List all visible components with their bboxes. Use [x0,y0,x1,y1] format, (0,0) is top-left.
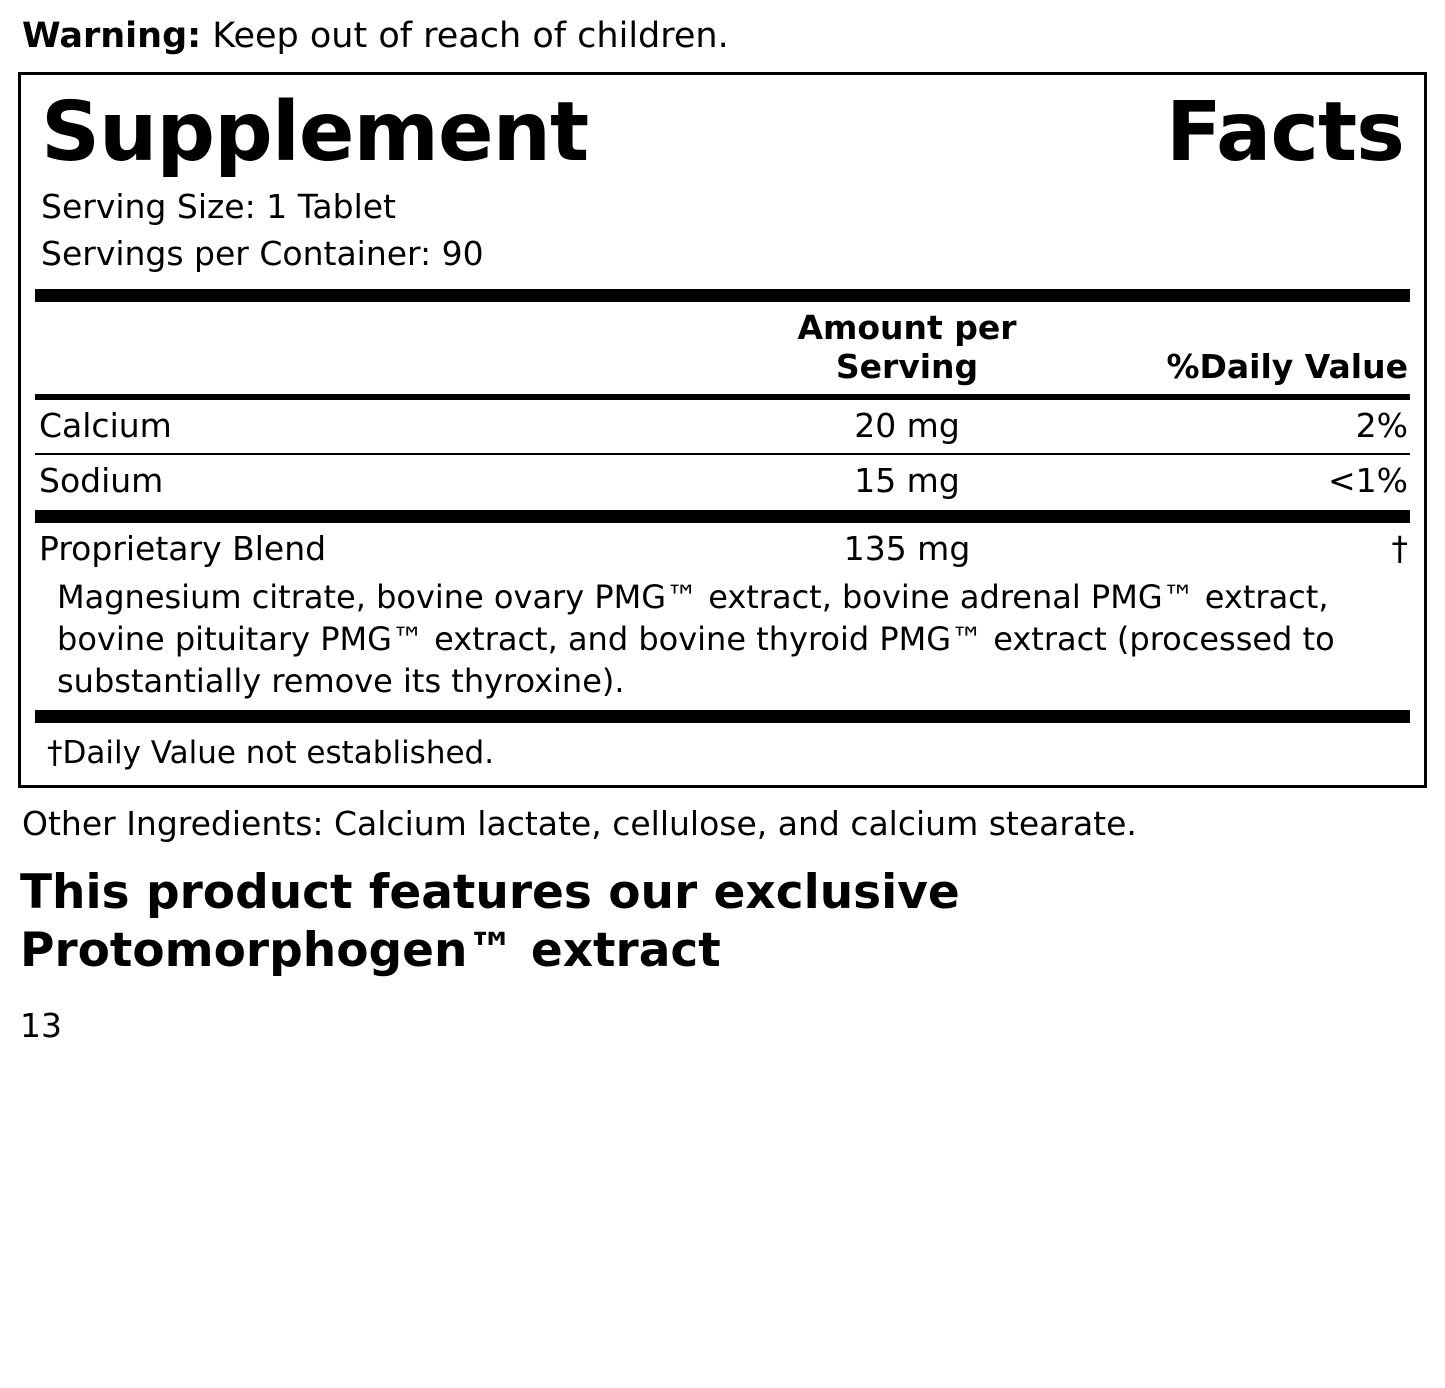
nutrient-amount: 15 mg [854,461,960,500]
proprietary-blend-row [35,523,1410,576]
blend-description: Magnesium citrate, bovine ovary PMG™ extract, bovine adrenal PMG™ extract, bovine pituitary PMG™ extract, and bovine thyroid PMG™ extract (processed to substantially remove its thyroxine). [57,578,1335,700]
feature-line-1: This product features our exclusive [20,865,960,920]
panel-title-supplement: Supplement [41,85,589,180]
feature-statement [18,846,1427,980]
warning-label: Warning: [22,16,202,56]
nutrition-table [35,302,1410,394]
nutrient-amount: 20 mg [738,400,1074,454]
page-number: 13 [20,1006,62,1045]
nutrient-rows [35,400,1410,508]
nutrient-dv: 2% [1074,400,1410,454]
blend-amount: 135 mg [843,529,971,568]
warning-line [18,0,1427,58]
divider-above-blend [35,510,1410,523]
header-nutrient [35,302,738,394]
table-header-row [35,302,1410,394]
warning-text: Keep out of reach of children. [201,16,729,56]
feature-line-2: Protomorphogen™ extract [20,923,721,978]
table-row [35,400,1410,454]
nutrient-name: Calcium [35,400,738,454]
header-amount-per-serving: Amount per Serving [797,308,1017,386]
serving-size: Serving Size: 1 Tablet [41,187,396,226]
table-row [35,454,1410,508]
servings-per-container: Servings per Container: 90 [41,234,484,273]
nutrient-name: Sodium [39,461,164,500]
divider-thick-top [35,289,1410,302]
panel-title [35,79,1410,181]
blend-dv: † [1391,529,1408,568]
nutrient-dv: <1% [1327,461,1408,500]
serving-info [35,181,1410,277]
divider-below-blend [35,710,1410,723]
supplement-facts-panel [18,72,1427,788]
table-row [35,523,1410,576]
panel-title-facts: Facts [1165,85,1404,180]
header-daily-value: %Daily Value [1166,347,1408,386]
blend-name: Proprietary Blend [39,529,327,568]
daily-value-footnote: †Daily Value not established. [47,735,495,771]
other-ingredients: Other Ingredients: Calcium lactate, cellulose, and calcium stearate. [22,804,1137,843]
